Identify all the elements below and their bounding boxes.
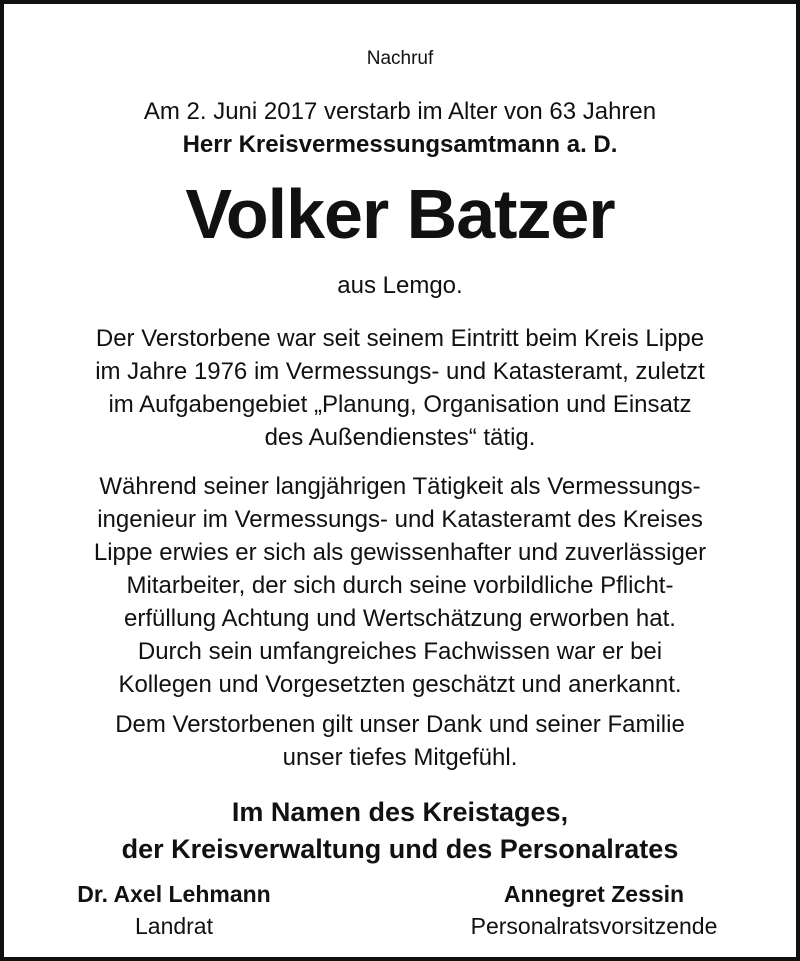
- paragraph-line: erfüllung Achtung und Wertschätzung erworben hat.: [124, 605, 676, 632]
- signer-right: [424, 878, 764, 942]
- paragraph-line: unser tiefes Mitgefühl.: [282, 744, 518, 771]
- career-paragraph: [4, 322, 796, 454]
- signer-role: Personalratsvorsitzende: [470, 913, 718, 939]
- paragraph-line: im Aufgabengebiet „Planung, Organisation und Einsatz: [108, 391, 692, 418]
- notice-heading: Nachruf: [366, 48, 434, 69]
- deceased-hometown: aus Lemgo.: [337, 272, 463, 299]
- paragraph-line: Der Verstorbene war seit seinem Eintritt beim Kreis Lippe: [95, 325, 705, 352]
- deceased-name: Volker Batzer: [185, 175, 615, 253]
- paragraph-line: des Außendienstes“ tätig.: [264, 424, 536, 451]
- deceased-title: Herr Kreisvermessungsamtmann a. D.: [182, 131, 618, 158]
- paragraph-line: Durch sein umfangreiches Fachwissen war er bei: [137, 638, 663, 665]
- paragraph-line: Mitarbeiter, der sich durch seine vorbildliche Pflicht-: [126, 572, 674, 599]
- paragraph-line: Während seiner langjährigen Tätigkeit als Vermessungs-: [99, 473, 701, 500]
- tribute-paragraph: [4, 470, 796, 701]
- signer-left: [44, 878, 304, 942]
- paragraph-line: Kollegen und Vorgesetzten geschätzt und anerkannt.: [118, 671, 682, 698]
- paragraph-line: im Jahre 1976 im Vermessungs- und Katasteramt, zuletzt: [95, 358, 705, 385]
- signoff-line: der Kreisverwaltung und des Personalrates: [121, 834, 679, 864]
- condolence-paragraph: [4, 708, 796, 774]
- signer-name: Annegret Zessin: [503, 881, 685, 907]
- signer-role: Landrat: [134, 913, 213, 939]
- signoff-line: Im Namen des Kreistages,: [231, 797, 569, 827]
- death-announcement: Am 2. Juni 2017 verstarb im Alter von 63 Jahren: [143, 98, 657, 125]
- signoff-block: [4, 794, 796, 868]
- paragraph-line: ingenieur im Vermessungs- und Katasteramt des Kreises: [97, 506, 703, 533]
- signer-name: Dr. Axel Lehmann: [77, 881, 271, 907]
- paragraph-line: Dem Verstorbenen gilt unser Dank und seiner Familie: [115, 711, 685, 738]
- paragraph-line: Lippe erwies er sich als gewissenhafter und zuverlässiger: [93, 539, 707, 566]
